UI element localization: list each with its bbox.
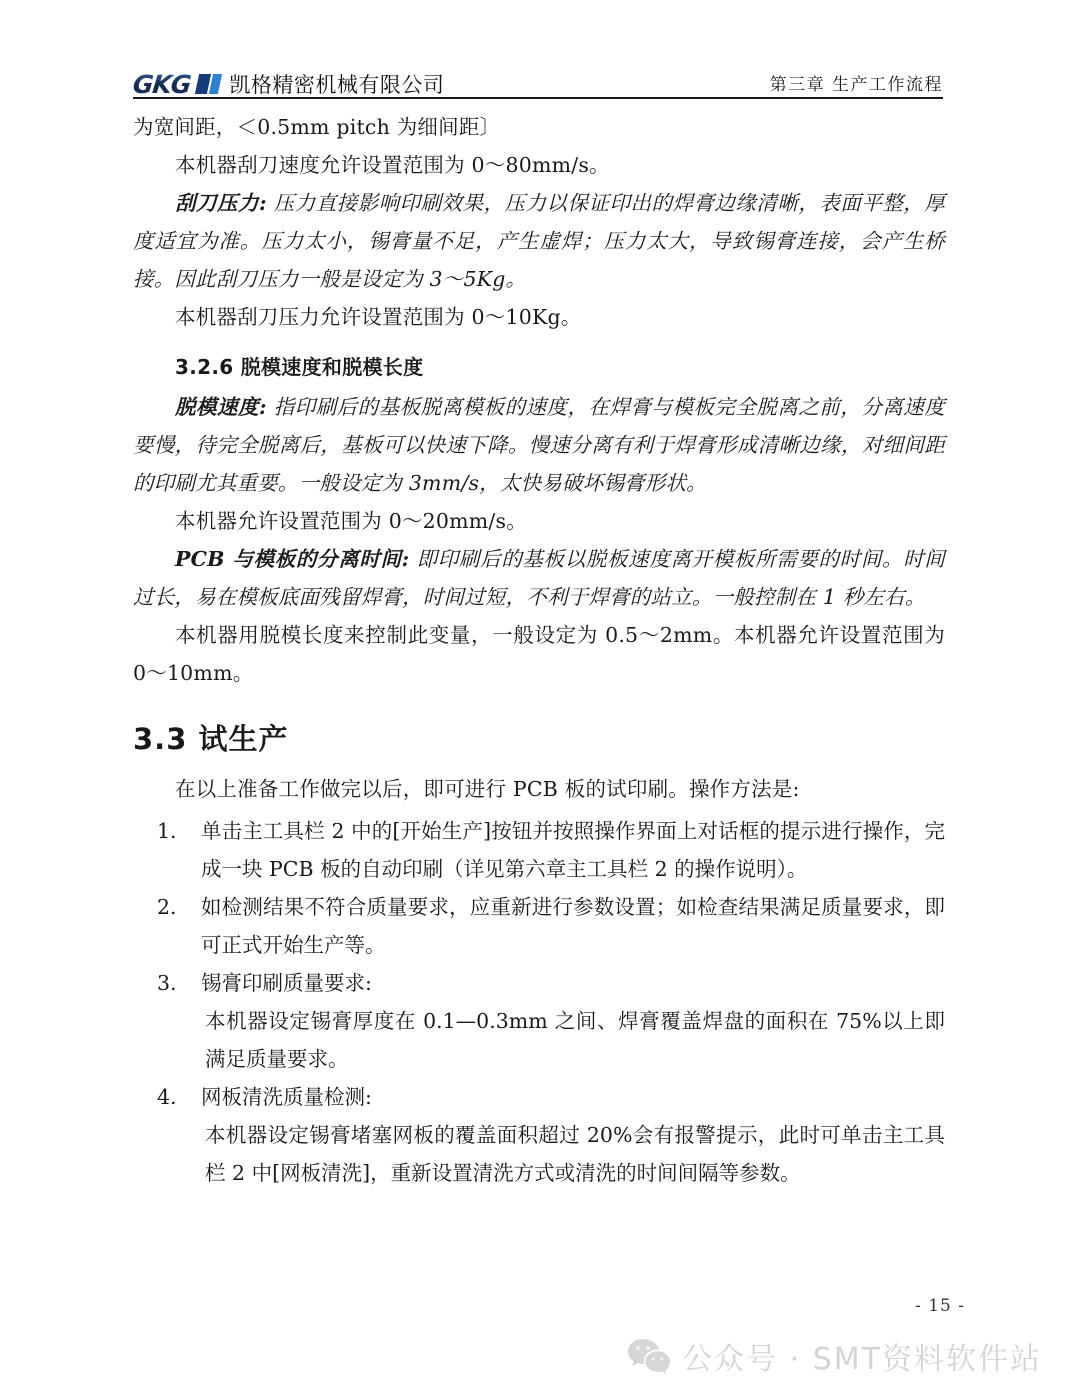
- paragraph-blade-speed-range: 本机器刮刀速度允许设置范围为 0～80mm/s。: [175, 153, 610, 177]
- logo-bar-light: [209, 74, 222, 94]
- heading-3-2-6: 3.2.6 脱模速度和脱模长度: [175, 355, 424, 379]
- page-content: [133, 108, 945, 1192]
- list-item-text: 单击主工具栏 2 中的[开始生产]按钮并按照操作界面上对话框的提示进行操作，完成一块 PCB 板的自动印刷（详见第六章主工具栏 2 的操作说明）。: [201, 819, 945, 881]
- paragraph-release-length: 本机器用脱模长度来控制此变量，一般设定为 0.5～2mm。本机器允许设置范围为 0～10mm。: [133, 623, 945, 685]
- list-item-number: 3.: [157, 971, 177, 995]
- list-item: [133, 812, 945, 888]
- paragraph-pressure-range: 本机器刮刀压力允许设置范围为 0～10Kg。: [175, 305, 582, 329]
- release-speed-text: 指印刷后的基板脱离模板的速度，在焊膏与模板完全脱离之前，分离速度要慢，待完全脱离后，基板可以快速下降。慢速分离有利于焊膏形成清晰边缘，对细间距的印刷尤其重要。一般设定为 3mm/s，太快易破坏锡膏形状。: [133, 395, 945, 495]
- paragraph-separation-time: [133, 540, 945, 616]
- list-item-text: 如检测结果不符合质量要求，应重新进行参数设置；如检查结果满足质量要求，即可正式开始生产等。: [201, 895, 945, 957]
- list-item-number: 4.: [157, 1085, 177, 1109]
- heading-3-3: 3.3 试生产: [133, 722, 289, 756]
- list-item: [133, 964, 945, 1078]
- paragraph-blade-pressure: [133, 184, 945, 298]
- list-item: [133, 888, 945, 964]
- paragraph-continued: 为宽间距，＜0.5mm pitch 为细间距〕: [133, 115, 501, 139]
- blade-pressure-text: 压力直接影响印刷效果，压力以保证印出的焊膏边缘清晰，表面平整，厚度适宜为准。压力太小，锡膏量不足，产生虚焊；压力太大，导致锡膏连接，会产生桥接。因此刮刀压力一般是设定为 3～5Kg。: [133, 191, 945, 291]
- watermark: [627, 1334, 1042, 1378]
- paragraph-release-range: 本机器允许设置范围为 0～20mm/s。: [175, 509, 527, 533]
- chapter-title: 第三章 生产工作流程: [769, 75, 943, 95]
- list-item: [133, 1078, 945, 1192]
- wechat-icon: [627, 1337, 671, 1375]
- list-item-subtext: 本机器设定锡膏厚度在 0.1—0.3mm 之间、焊膏覆盖焊盘的面积在 75%以上即满足质量要求。: [205, 1009, 945, 1071]
- watermark-text: 公众号 · SMT资料软件站: [682, 1342, 1042, 1377]
- header-divider: [133, 97, 943, 99]
- paragraph-trial-intro: 在以上准备工作做完以后，即可进行 PCB 板的试印刷。操作方法是:: [175, 777, 800, 801]
- paragraph-release-speed: [133, 388, 945, 502]
- release-speed-lead: 脱模速度:: [175, 395, 267, 419]
- gkg-logo: [131, 69, 220, 99]
- blade-pressure-lead: 刮刀压力:: [175, 191, 267, 215]
- list-item-subtext: 本机器设定锡膏堵塞网板的覆盖面积超过 20%会有报警提示，此时可单击主工具栏 2 中[网板清洗]，重新设置清洗方式或清洗的时间间隔等参数。: [205, 1123, 945, 1185]
- list-item-text: 网板清洗质量检测:: [201, 1085, 372, 1109]
- gkg-logo-text: GKG: [131, 69, 192, 99]
- gkg-logo-bars-icon: [195, 74, 222, 94]
- list-item-text: 锡膏印刷质量要求:: [201, 971, 372, 995]
- page-number: - 15 -: [915, 1296, 965, 1316]
- list-item-number: 2.: [157, 895, 177, 919]
- steps-list: [133, 812, 945, 1192]
- list-item-number: 1.: [157, 819, 177, 843]
- separation-text: 即印刷后的基板以脱板速度离开模板所需要的时间。时间过长，易在模板底面残留焊膏，时间过短，不利于焊膏的站立。一般控制在 1 秒左右。: [133, 547, 945, 609]
- separation-lead: PCB 与模板的分离时间:: [175, 547, 410, 571]
- page-header: [133, 55, 943, 101]
- company-name: 凯格精密机械有限公司: [229, 73, 445, 97]
